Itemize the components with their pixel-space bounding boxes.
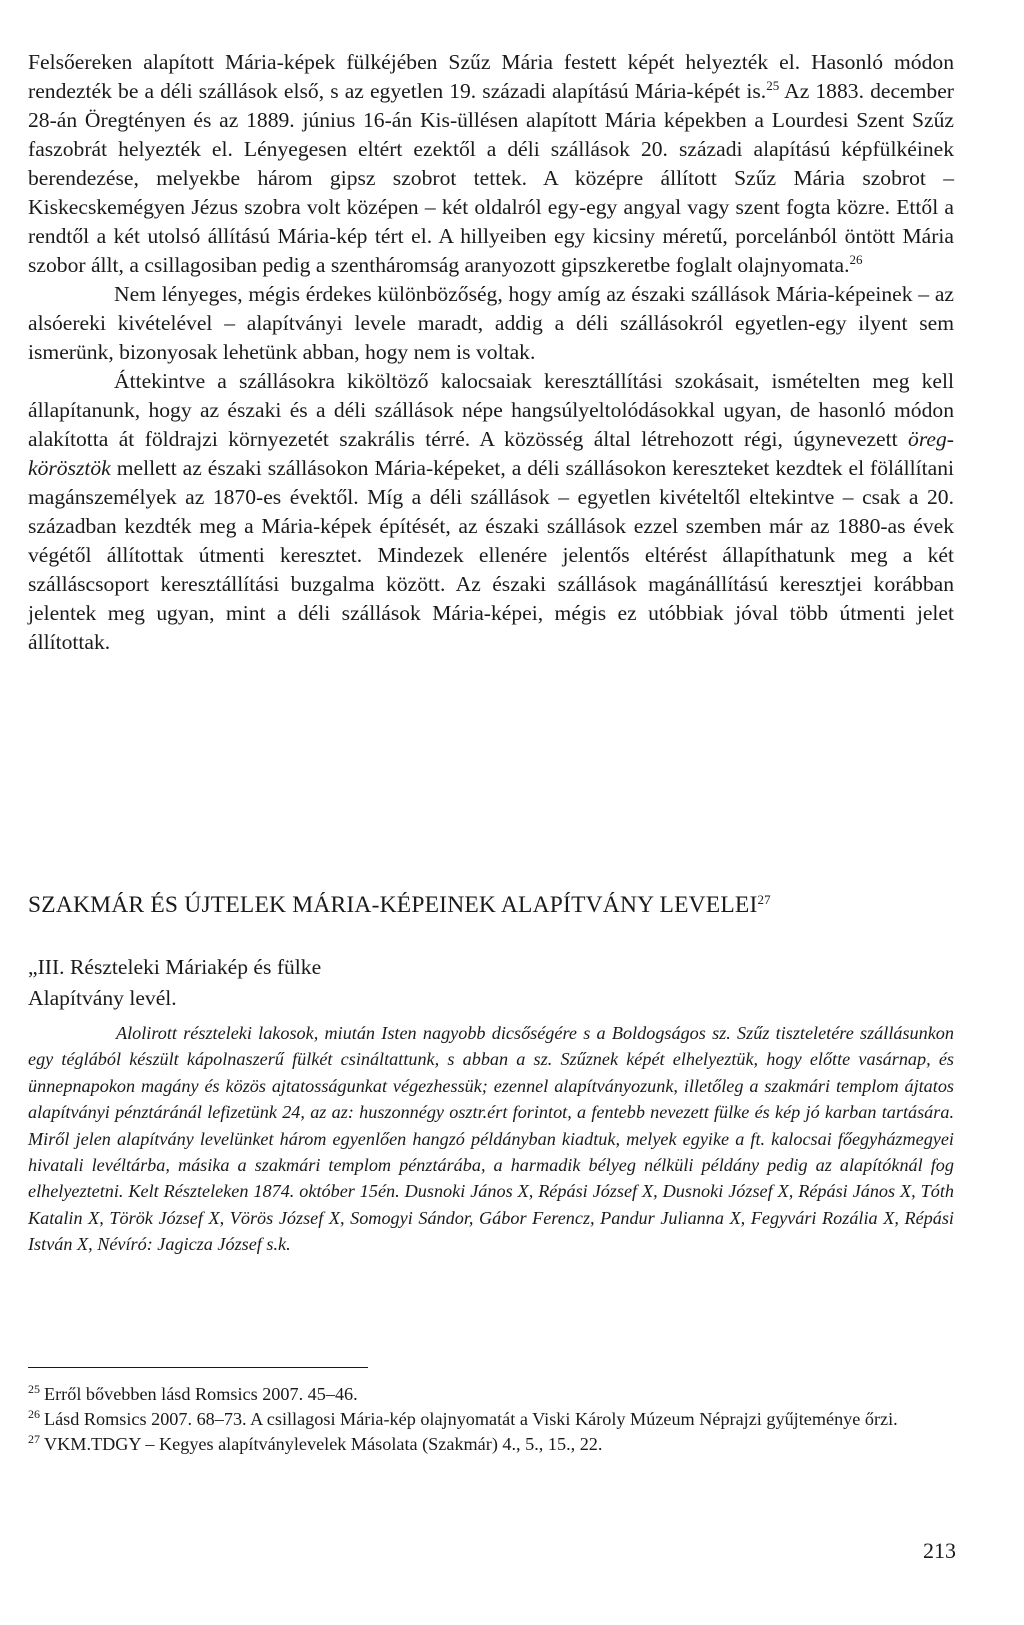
paragraph-3: Áttekintve a szállásokra kiköltöző kalocsaiak keresztállítási szokásait, ismételten meg kell állapítanunk, hogy az északi és a déli szállások népe hangsúlyeltolódásokkal ugyan, de hasonló módon alakította át földrajzi környezetét szakrális térré. A közösség által létrehozott régi, úgynevezett öreg-körösztök mellett az északi szállásokon Mária-képeket, a déli szállásokon kereszteket kezdtek el fölállítani magánszemélyek az 1870-es évektől. Míg a déli szállások – egyetlen kivételtől eltekintve – csak a 20. században kezdték meg a Mária-képek építését, az északi szállások ezzel szemben már az 1880-as évek végétől állítottak útmenti keresztet. Mindezek ellenére jelentős eltérést állapíthatunk meg a két szálláscsoport keresztállítási buzgalma között. Az északi szállások magánállítású keresztjei korábban jelentek meg ugyan, mint a déli szállások Mária-képei, mégis ez utóbbiak jóval több útmenti jelet állítottak. (28, 369, 954, 654)
italic-term: öreg-körösztök (28, 427, 954, 480)
footnote-26: $^{26}$ Lásd Romsics 2007. 68–73. A csillagosi Mária-kép olajnyomatát a Viski Károly Múzeum Néprajzi gyűjteménye őrzi. (28, 1407, 898, 1429)
quoted-document-header (28, 952, 954, 1014)
quoted-document-body (28, 1020, 954, 1258)
quote-text: Alolirott részteleki lakosok, miután Isten nagyobb dicsőségére s a Boldogságos sz. Szűz tiszteletére szállásunkon egy téglából készült kápolnaszerű fülkét csináltattunk, s abban a sz. Szűznek képét elhelyeztük, hogy előtte vasárnap, és ünnepnapokon magány és közös ajtatosságunkat végezhessük; ezennel alapítványozunk, illetőleg a szakmári templom ájtatos alapítványi pénztáránál lefizetünk 24, az az: huszonnégy osztr.ért forintot, a fentebb nevezett fülke és kép jó karban tartására. Miről jelen alapítvány levelünket három egyenlően hangzó példányban kiadtuk, melyek egyike a ft. kalocsai főegyházmegyei hivatali levéltárba, másika a szakmári templom pénztárába, a harmadik bélyeg nélküli példány pedig az alapítóknál fog elhelyeztetni. Kelt Részteleken 1874. október 15én. Dusnoki János X, Répási József X, Dusnoki József X, Répási János X, Tóth Katalin X, Török József X, Vörös József X, Somogyi Sándor, Gábor Ferencz, Pandur Julianna X, Fegyvári Rozália X, Répási István X, Névíró: Jagicza József s.k. (28, 1023, 954, 1255)
footnote-27: $^{27}$ VKM.TDGY – Kegyes alapítványlevelek Másolata (Szakmár) 4., 5., 15., 22. (28, 1432, 603, 1454)
page-number: 213 (923, 1538, 956, 1563)
quote-subtitle-line: Alapítvány levél. (28, 986, 177, 1010)
footnotes (28, 1382, 954, 1457)
footnote-ref-27[interactable]: 27 (757, 892, 771, 907)
footnote-25: $^{25}$ Erről bővebben lásd Romsics 2007. 45–46. (28, 1382, 358, 1404)
main-body-text (28, 48, 954, 657)
footnote-ref-25[interactable]: 25 (766, 78, 780, 93)
footnote-ref-26[interactable]: 26 (849, 252, 863, 267)
footnote-separator (28, 1367, 368, 1368)
paragraph-1: Felsőereken alapított Mária-képek fülkéjében Szűz Mária festett képét helyezték el. Hasonló módon rendezték be a déli szállások első, s az egyetlen 19. századi alapítású Mária-képét is.$^{25}$ Az 1883. december 28-án Öregtényen és az 1889. június 16-án Kis-üllésen alapított Mária képekben a Lourdesi Szent Szűz faszobrát helyezték el. Lényegesen eltért ezektől a déli szállások 20. századi alapítású képfülkéinek berendezése, melyekbe három gipsz szobrot tettek. A középre állított Szűz Mária szobrot – Kiskecskemégyen Jézus szobra volt középen – két oldalról egy-egy angyal vagy szent fogta közre. Ettől a rendtől a két utolsó állítású Mária-kép tért el. A hillyeiben egy kicsiny méretű, porcelánból öntött Mária szobor állt, a csillagosiban pedig a szentháromság aranyozott gipszkeretbe foglalt olajnyomata.$^{26}$ (28, 50, 954, 277)
paragraph-2: Nem lényeges, mégis érdekes különbözőség, hogy amíg az északi szállások Mária-képeinek – az alsóereki kivételével – alapítványi levele maradt, addig a déli szállásokról egyetlen-egy ilyent sem ismerünk, bizonyosak lehetünk abban, hogy nem is voltak. (28, 282, 954, 364)
quote-title-line: „III. Részteleki Máriakép és fülke (28, 955, 322, 979)
section-heading: SZAKMÁR ÉS ÚJTELEK MÁRIA-KÉPEINEK ALAPÍTVÁNY LEVELEI$^{27}$ (28, 892, 771, 918)
